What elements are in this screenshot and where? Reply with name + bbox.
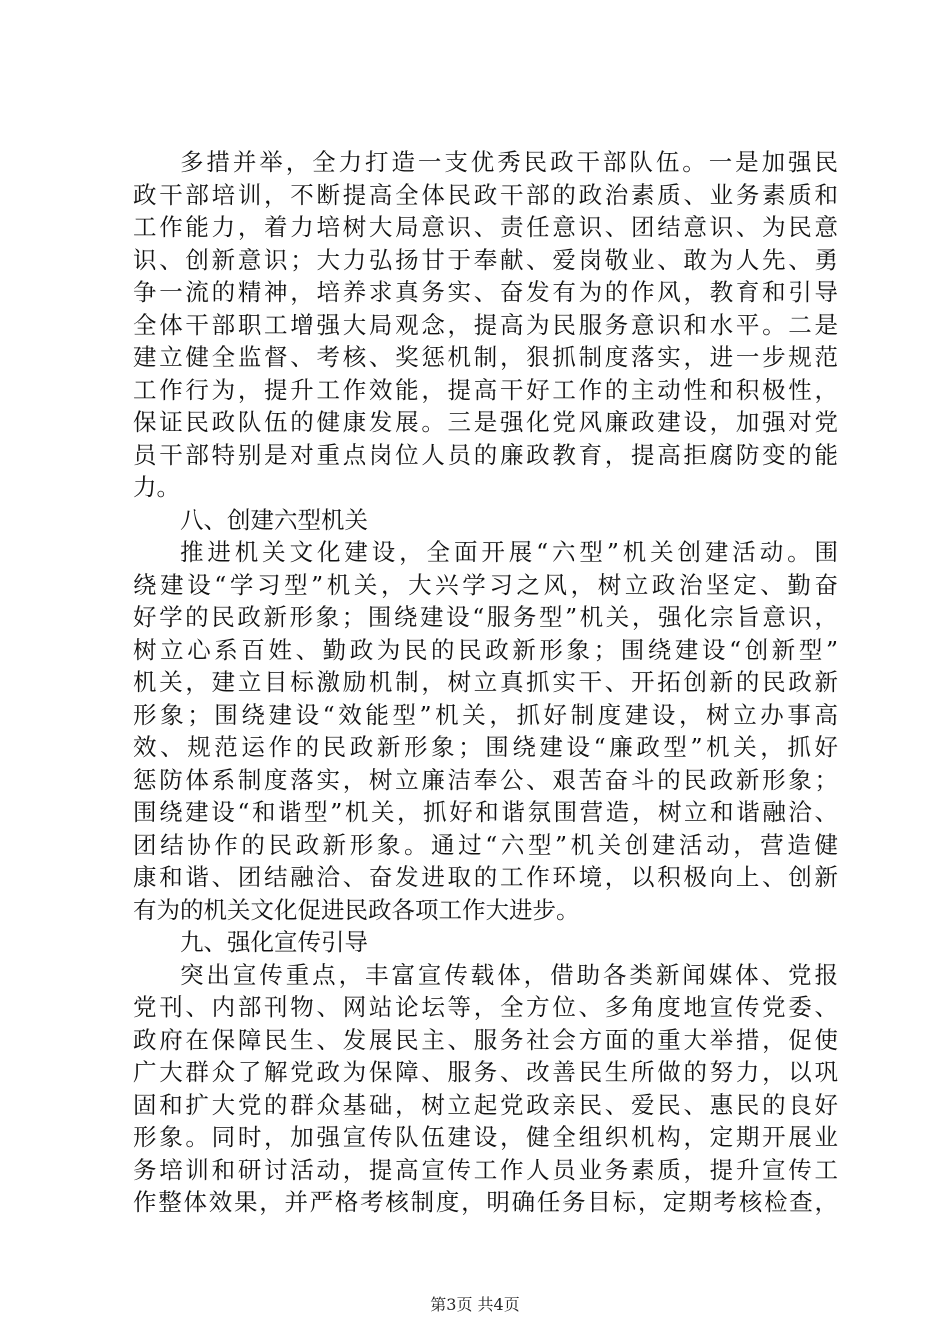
text-line: 突出宣传重点，丰富宣传载体，借助各类新闻媒体、党报: [180, 960, 838, 989]
page-footer: 第3页 共4页: [430, 1295, 520, 1314]
text-line: 康和谐、团结融洽、奋发进取的工作环境，以积极向上、创新: [133, 863, 838, 891]
text-line: 效、规范运作的民政新形象；围绕建设“廉政型”机关，抓好: [133, 733, 838, 761]
text-line: 惩防体系制度落实，树立廉洁奉公、艰苦奋斗的民政新形象；: [133, 765, 838, 794]
text-line: 务培训和研讨活动，提高宣传工作人员业务素质，提升宣传工: [133, 1155, 838, 1184]
text-line: 团结协作的民政新形象。通过“六型”机关创建活动，营造健: [133, 830, 838, 859]
text-line: 广大群众了解党政为保障、服务、改善民生所做的努力，以巩: [133, 1058, 838, 1086]
text-line: 绕建设“学习型”机关，大兴学习之风，树立政治坚定、勤奋: [133, 570, 838, 599]
text-line: 围绕建设“和谐型”机关，抓好和谐氛围营造，树立和谐融洽、: [133, 798, 838, 826]
text-line: 固和扩大党的群众基础，树立起党政亲民、爱民、惠民的良好: [133, 1090, 838, 1119]
text-line: 政府在保障民生、发展民主、服务社会方面的重大举措，促使: [133, 1025, 838, 1054]
text-line: 有为的机关文化促进民政各项工作大进步。: [133, 895, 580, 924]
text-line: 好学的民政新形象；围绕建设“服务型”机关，强化宗旨意识，: [133, 603, 838, 631]
text-line: 形象。同时，加强宣传队伍建设，健全组织机构，定期开展业: [133, 1123, 838, 1151]
text-line: 党刊、内部刊物、网站论坛等，全方位、多角度地宣传党委、: [133, 993, 838, 1021]
text-line: 机关，建立目标激励机制，树立真抓实干、开拓创新的民政新: [133, 668, 838, 696]
text-line: 争一流的精神，培养求真务实、奋发有为的作风，教育和引导: [133, 278, 838, 306]
text-line: 力。: [133, 473, 180, 501]
section-heading: 八、创建六型机关: [180, 505, 368, 534]
text-line: 作整体效果，并严格考核制度，明确任务目标，定期考核检查，: [133, 1188, 838, 1216]
document-body: [133, 146, 838, 1219]
text-line: 形象；围绕建设“效能型”机关，抓好制度建设，树立办事高: [133, 700, 838, 729]
text-line: 工作行为，提升工作效能，提高干好工作的主动性和积极性，: [133, 375, 838, 404]
text-line: 政干部培训，不断提高全体民政干部的政治素质、业务素质和: [133, 180, 838, 209]
text-line: 树立心系百姓、勤政为民的民政新形象；围绕建设“创新型”: [133, 635, 838, 664]
text-line: 员干部特别是对重点岗位人员的廉政教育，提高拒腐防变的能: [133, 440, 838, 469]
section-heading: 九、强化宣传引导: [180, 928, 368, 956]
text-line: 保证民政队伍的健康发展。三是强化党风廉政建设，加强对党: [133, 408, 838, 436]
text-line: 工作能力，着力培树大局意识、责任意识、团结意识、为民意: [133, 213, 838, 241]
text-line: 建立健全监督、考核、奖惩机制，狠抓制度落实，进一步规范: [133, 343, 838, 371]
text-line: 多措并举，全力打造一支优秀民政干部队伍。一是加强民: [180, 148, 838, 176]
text-line: 推进机关文化建设，全面开展“六型”机关创建活动。围: [180, 538, 838, 566]
text-line: 识、创新意识；大力弘扬甘于奉献、爱岗敬业、敢为人先、勇: [133, 245, 838, 274]
text-line: 全体干部职工增强大局观念，提高为民服务意识和水平。二是: [133, 310, 838, 339]
